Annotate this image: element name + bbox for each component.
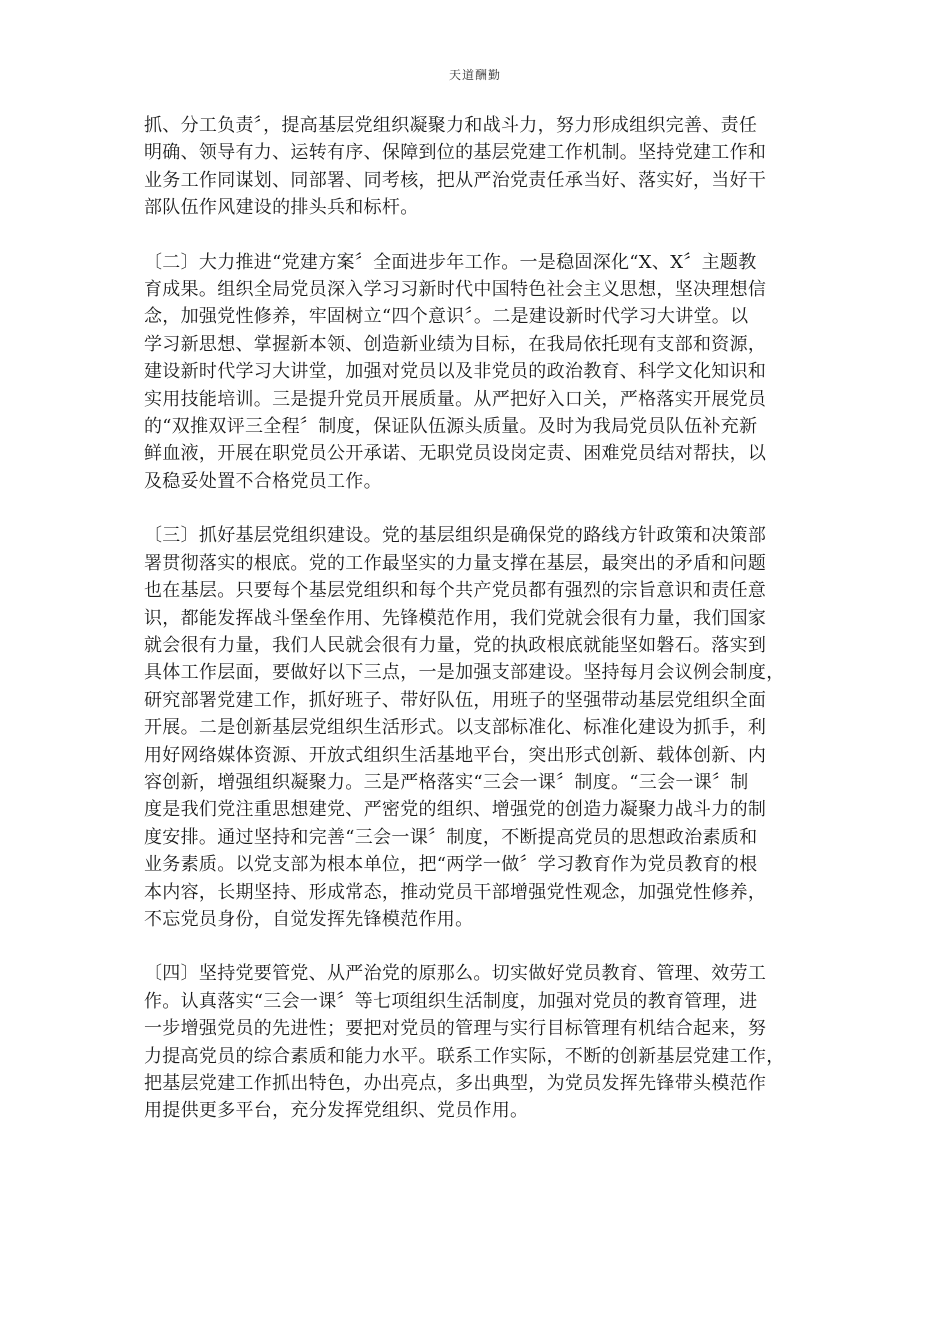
text-line: 不忘党员身份，自觉发挥先锋模范作用。 [144,908,474,930]
text-line: 就会很有力量，我们人民就会很有力量，党的执政根底就能坚如磐石。落实到 [144,634,767,656]
paragraph-section-2 [144,249,808,496]
paragraph-section-3 [144,522,808,933]
paragraph-section-4 [144,960,808,1124]
text-line: 念，加强党性修养，牢固树立“四个意识〞。二是建设新时代学习大讲堂。以 [144,306,749,328]
text-line: 用好网络媒体资源、开放式组织生活基地平台，突出形式创新、载体创新、内 [144,744,767,766]
text-line: 署贯彻落实的根底。党的工作最坚实的力量支撑在基层，最突出的矛盾和问题 [144,552,767,574]
text-line: 部队伍作风建设的排头兵和标杆。 [144,197,419,219]
text-line: 具体工作层面，要做好以下三点，一是加强支部建设。坚持每月会议例会制度， [144,662,785,684]
document-body [144,112,808,1152]
text-line: 〔二〕大力推进“党建方案〞全面进步年工作。一是稳固深化“X、X〞主题教 [144,251,757,273]
text-line: 〔四〕坚持党要管党、从严治党的原那么。切实做好党员教育、管理、效劳工 [144,963,767,985]
text-line: 开展。二是创新基层党组织生活形式。以支部标准化、标准化建设为抓手，利 [144,717,767,739]
page-header: 天道酬勤 [448,68,501,82]
text-line: 本内容，长期坚持、形成常态，推动党员干部增强党性观念，加强党性修养， [144,881,767,903]
text-line: 力提高党员的综合素质和能力水平。联系工作实际，不断的创新基层党建工作， [144,1045,785,1067]
text-line: 明确、领导有力、运转有序、保障到位的基层党建工作机制。坚持党建工作和 [144,142,767,164]
text-line: 业务素质。以党支部为根本单位，把“两学一做〞学习教育作为党员教育的根 [144,854,758,876]
text-line: 学习新思想、掌握新本领、创造新业绩为目标，在我局依托现有支部和资源， [144,333,767,355]
text-line: 研究部署党建工作，抓好班子、带好队伍，用班子的坚强带动基层党组织全面 [144,689,767,711]
text-line: 度安排。通过坚持和完善“三会一课〞制度，不断提高党员的思想政治素质和 [144,826,758,848]
text-line: 业务工作同谋划、同部署、同考核，把从严治党责任承当好、落实好，当好干 [144,169,767,191]
text-line: 育成果。组织全局党员深入学习习新时代中国特色社会主义思想，坚决理想信 [144,279,767,301]
text-line: 一步增强党员的先进性；要把对党员的管理与实行目标管理有机结合起来，努 [144,1018,767,1040]
text-line: 抓、分工负责〞，提高基层党组织凝聚力和战斗力，努力形成组织完善、责任 [144,115,758,136]
text-line: 鲜血液，开展在职党员公开承诺、无职党员设岗定责、困难党员结对帮扶，以 [144,443,767,465]
text-line: 的“双推双评三全程〞制度，保证队伍源头质量。及时为我局党员队伍补充新 [144,416,758,438]
text-line: 〔三〕抓好基层党组织建设。党的基层组织是确保党的路线方针政策和决策部 [144,525,767,547]
text-line: 容创新，增强组织凝聚力。三是严格落实“三会一课〞制度。“三会一课〞制 [144,771,749,793]
text-line: 度是我们党注重思想建党、严密党的组织、增强党的创造力凝聚力战斗力的制 [144,799,767,821]
text-line: 实用技能培训。三是提升党员开展质量。从严把好入口关，严格落实开展党员 [144,388,767,410]
text-line: 把基层党建工作抓出特色，办出亮点，多出典型，为党员发挥先锋带头模范作 [144,1073,767,1094]
text-line: 作。认真落实“三会一课〞等七项组织生活制度，加强对党员的教育管理，进 [144,990,758,1012]
text-line: 用提供更多平台，充分发挥党组织、党员作用。 [144,1100,529,1122]
text-line: 及稳妥处置不合格党员工作。 [144,470,382,492]
text-line: 建设新时代学习大讲堂，加强对党员以及非党员的政治教育、科学文化知识和 [144,361,767,383]
text-line: 也在基层。只要每个基层党组织和每个共产党员都有强烈的宗旨意识和责任意 [144,580,767,602]
text-line: 识，都能发挥战斗堡垒作用、先锋模范作用，我们党就会很有力量，我们国家 [144,607,767,629]
paragraph-continuation [144,112,808,222]
